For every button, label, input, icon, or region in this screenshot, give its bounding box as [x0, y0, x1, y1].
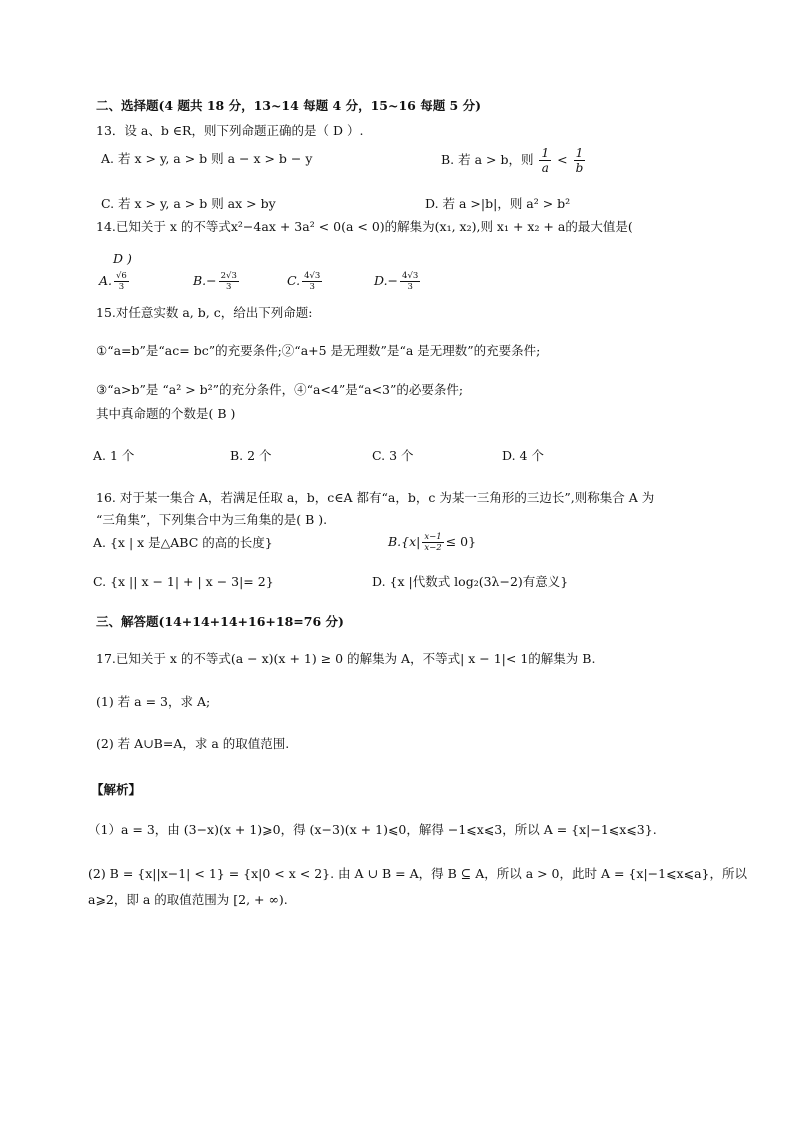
q15-option-c: C. 3 个: [372, 448, 414, 463]
q16-option-b: [388, 527, 476, 557]
frac-numerator: 1: [574, 146, 586, 161]
less-than-sign: <: [557, 152, 568, 167]
frac-denominator: 3: [309, 282, 315, 292]
q16-option-b-frac: [422, 532, 443, 553]
solution-part-2-line-2: a⩾2，即 a 的取值范围为 [2, + ∞).: [88, 892, 288, 907]
q16-option-d: D. {x |代数式 log₂(3λ−2)有意义}: [372, 574, 569, 589]
q15-statement-line-1: ①“a=b”是“ac= bc”的充要条件;②“a+5 是无理数”是“a 是无理数”的充要条件;: [96, 343, 541, 358]
section-2-heading: 二、选择题(4 题共 18 分，13~14 每题 4 分，15~16 每题 5 分): [96, 98, 482, 113]
q14-option-b: [193, 266, 241, 296]
q15-option-a: A. 1 个: [93, 448, 135, 463]
q15-option-d: D. 4 个: [502, 448, 544, 463]
set-open: B.{x|: [388, 534, 421, 549]
q16-stem-line-2: “三角集”，下列集合中为三角集的是( B ).: [96, 512, 328, 527]
option-label: A.: [99, 273, 113, 288]
analysis-heading: 【解析】: [91, 782, 142, 797]
option-label: D.−: [374, 273, 399, 288]
frac-numerator: 4√3: [402, 271, 419, 281]
frac-denominator: 3: [226, 282, 232, 292]
q13-option-a: A. 若 x > y, a > b 则 a − x > b − y: [101, 151, 313, 166]
q17-part-2: (2) 若 A∪B=A，求 a 的取值范围.: [96, 736, 290, 751]
q17-part-1: (1) 若 a = 3，求 A;: [96, 694, 211, 709]
q14-option-c: [287, 266, 324, 296]
solution-part-2-line-1: (2) B = {x||x−1| < 1} = {x|0 < x < 2}. 由 A ∪ B = A，得 B ⊆ A，所以 a > 0，此时 A = {x|−1⩽x⩽a}，所以: [88, 866, 747, 881]
q13-option-d: D. 若 a >|b|，则 a² > b²: [425, 196, 571, 211]
q14-option-c-frac: [302, 271, 322, 292]
frac-numerator: x−1: [424, 532, 442, 542]
q13-option-b-prefix: B. 若 a > b，则: [441, 152, 534, 167]
q15-stem: 15.对任意实数 a, b, c，给出下列命题:: [96, 305, 313, 320]
frac-denominator: a: [541, 161, 549, 175]
q14-stem: 14.已知关于 x 的不等式x²−4ax + 3a² < 0(a < 0)的解集为(x₁, x₂),则 x₁ + x₂ + a的最大值是(: [96, 219, 633, 234]
q13-stem: 13．设 a、b ∈R，则下列命题正确的是（ D ）.: [96, 123, 364, 138]
solution-part-1: （1）a = 3，由 (3−x)(x + 1)⩾0，得 (x−3)(x + 1)⩽0，解得 −1⩽x⩽3，所以 A = {x|−1⩽x⩽3}.: [88, 822, 657, 837]
section-3-heading: 三、解答题(14+14+14+16+18=76 分): [96, 614, 344, 629]
q14-option-d-frac: [400, 271, 420, 292]
q14-option-a-frac: [114, 271, 129, 292]
q13-option-b: [441, 140, 587, 180]
option-label: C.: [287, 273, 301, 288]
q15-question: 其中真命题的个数是( B ): [96, 406, 236, 421]
q16-option-c: C. {x || x − 1| + | x − 3|= 2}: [93, 574, 274, 589]
q15-statement-line-2: ③“a>b”是 “a² > b²”的充分条件，④“a<4”是“a<3”的必要条件;: [96, 382, 464, 397]
frac-denominator: 3: [407, 282, 413, 292]
frac-numerator: 4√3: [304, 271, 321, 281]
frac-denominator: x−2: [424, 543, 442, 553]
option-label: B.−: [193, 273, 217, 288]
frac-denominator: b: [575, 161, 584, 175]
q15-option-b: B. 2 个: [230, 448, 272, 463]
q14-option-a: [99, 266, 131, 296]
set-close: ≤ 0}: [445, 534, 477, 549]
q16-option-a: A. {x | x 是△ABC 的高的长度}: [93, 535, 273, 550]
frac-denominator: 3: [118, 282, 125, 292]
q14-option-d: [374, 266, 422, 296]
frac-numerator: 2√3: [220, 271, 237, 281]
q13-option-b-frac1: [539, 146, 551, 175]
q13-option-b-frac2: [574, 146, 586, 175]
q13-option-c: C. 若 x > y, a > b 则 ax > by: [101, 196, 276, 211]
frac-numerator: √6: [116, 271, 127, 281]
q16-stem-line-1: 16. 对于某一集合 A，若满足任取 a，b，c∈A 都有“a，b，c 为某一三角形的三边长”,则称集合 A 为: [96, 490, 655, 505]
q14-option-b-frac: [219, 271, 239, 292]
q14-answer: D ): [113, 251, 132, 266]
q17-stem: 17.已知关于 x 的不等式(a − x)(x + 1) ≥ 0 的解集为 A，不等式| x − 1|< 1的解集为 B.: [96, 651, 596, 666]
frac-numerator: 1: [541, 146, 550, 160]
